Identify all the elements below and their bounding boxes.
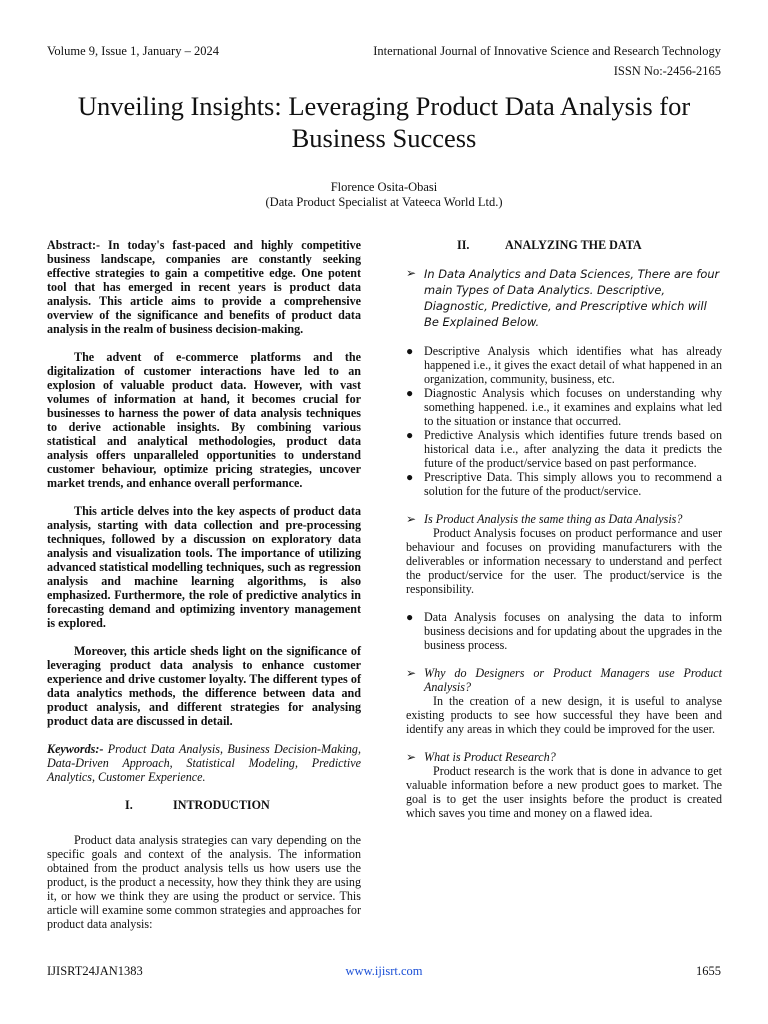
question-1-answer: Product Analysis focuses on product performance and user behaviour and focuses on providing manufacturers with the deliverables or information necessary to understand and perfect the product/service for the user. The product/service is the responsibility. <box>406 526 722 596</box>
author-block <box>0 180 768 210</box>
author-affiliation: (Data Product Specialist at Vateeca World Ltd.) <box>265 195 503 209</box>
list-item <box>406 470 722 498</box>
analytics-type-diagnostic: Diagnostic Analysis which focuses on understanding why something happened. i.e., it examines and explains what led to the situation or instance that occurred. <box>424 386 722 428</box>
analytics-types-intro <box>406 266 722 330</box>
section-1-number: I. <box>125 798 133 812</box>
question-3 <box>406 750 722 764</box>
bullet-icon: ● <box>406 428 414 442</box>
left-column <box>47 238 361 931</box>
question-2 <box>406 666 722 694</box>
arrow-bullet-icon: ➢ <box>406 512 417 526</box>
arrow-bullet-icon: ➢ <box>406 750 417 764</box>
question-2-answer: In the creation of a new design, it is useful to analyse existing products to see how successful they have been and identify any areas in which they could be improved for the user. <box>406 694 722 736</box>
journal-volume: Volume 9, Issue 1, January – 2024 <box>47 44 219 58</box>
bullet-icon: ● <box>406 610 414 624</box>
data-analysis-bullet: Data Analysis focuses on analysing the data to inform business decisions and for updating about the upgrades in the business process. <box>424 610 722 652</box>
abstract-paragraph-2: The advent of e-commerce platforms and the digitalization of customer interactions have led to an explosion of valuable product data. However, with vast volumes of information at hand, it becomes crucial for businesses to harness the power of data analysis techniques to derive actionable insights. By combining various statistical and analytical methodologies, product data analysis offers unparalleled opportunities to understand customer behaviour, optimize pricing strategies, uncover market trends, and enhance overall performance. <box>47 350 361 490</box>
keywords <box>47 742 361 784</box>
paper-id: IJISRT24JAN1383 <box>47 964 143 978</box>
question-1-text: Is Product Analysis the same thing as Data Analysis? <box>424 512 683 526</box>
paper-title: Unveiling Insights: Leveraging Product Data Analysis for Business Success <box>77 91 691 153</box>
bullet-icon: ● <box>406 470 414 484</box>
bullet-icon: ● <box>406 386 414 400</box>
analytics-types-intro-text: In Data Analytics and Data Sciences, There are four main Types of Data Analytics. Descriptive, Diagnostic, Predictive, and Prescriptive which will Be Explained Below. <box>424 267 720 329</box>
page-number: 1655 <box>696 964 721 978</box>
section-1-title: INTRODUCTION <box>173 798 270 812</box>
section-2-heading <box>406 238 722 252</box>
issn: ISSN No:-2456-2165 <box>613 64 721 78</box>
list-item <box>406 428 722 470</box>
analytics-type-predictive: Predictive Analysis which identifies future trends based on historical data i.e., after analyzing the data it predicts the future of the product/service based on past performance. <box>424 428 722 470</box>
abstract-paragraph-1: Abstract:- In today's fast-paced and highly competitive business landscape, companies are constantly seeking effective strategies to gain a competitive edge. One potent tool that has emerged in recent years is product data analysis. This article aims to provide a comprehensive overview of the significance and benefits of product data analysis in the realm of business decision-making. <box>47 238 361 336</box>
arrow-bullet-icon: ➢ <box>406 666 417 680</box>
section-1-heading <box>47 798 361 812</box>
arrow-bullet-icon: ➢ <box>406 266 417 280</box>
keywords-label: Keywords:- <box>47 742 104 756</box>
question-1 <box>406 512 722 526</box>
section-2-title: ANALYZING THE DATA <box>505 238 642 252</box>
list-item <box>406 344 722 386</box>
author-name: Florence Osita-Obasi <box>330 180 438 194</box>
keywords-text: Product Data Analysis, Business Decision-Making, Data-Driven Approach, Statistical Modeling, Predictive Analytics, Customer Experience. <box>47 742 361 784</box>
introduction-body: Product data analysis strategies can vary depending on the specific goals and context of the analysis. The information obtained from the product analysis tells us how users use the product, is the product a necessity, how they think they are using it, or how we think they are using the product or service. This article will examine some common strategies and approaches for product data analysis: <box>47 833 361 931</box>
list-item <box>406 386 722 428</box>
list-item <box>406 610 722 652</box>
abstract-paragraph-4: Moreover, this article sheds light on the significance of leveraging product data analysis to enhance customer experience and drive customer loyalty. The different types of data analytics methods, the difference between data and product analysis, and different strategies for analysing product data are discussed in detail. <box>47 644 361 728</box>
analytics-type-descriptive: Descriptive Analysis which identifies what has already happened i.e., it gives the exact detail of what happened in an organization, community, business, etc. <box>424 344 722 386</box>
abstract-paragraph-3: This article delves into the key aspects of product data analysis, starting with data collection and pre-processing techniques, followed by a discussion on exploratory data analysis and visualization tools. The importance of utilizing advanced statistical modelling techniques, such as regression analysis and machine learning algorithms, is also emphasized. Furthermore, the role of predictive analytics in forecasting demand and optimizing inventory management is explored. <box>47 504 361 630</box>
analytics-type-prescriptive: Prescriptive Data. This simply allows you to recommend a solution for the future of the product/service. <box>424 470 722 498</box>
question-3-text: What is Product Research? <box>424 750 556 764</box>
section-2-number: II. <box>457 238 470 252</box>
question-2-text: Why do Designers or Product Managers use Product Analysis? <box>424 666 722 694</box>
journal-name: International Journal of Innovative Science and Research Technology <box>373 44 721 58</box>
journal-website-link[interactable]: www.ijisrt.com <box>345 964 423 978</box>
bullet-icon: ● <box>406 344 414 358</box>
right-column <box>406 238 722 820</box>
question-3-answer: Product research is the work that is done in advance to get valuable information before a new product goes to market. The goal is to get the user insights before the product is created which saves you time and money on a flawed idea. <box>406 764 722 820</box>
